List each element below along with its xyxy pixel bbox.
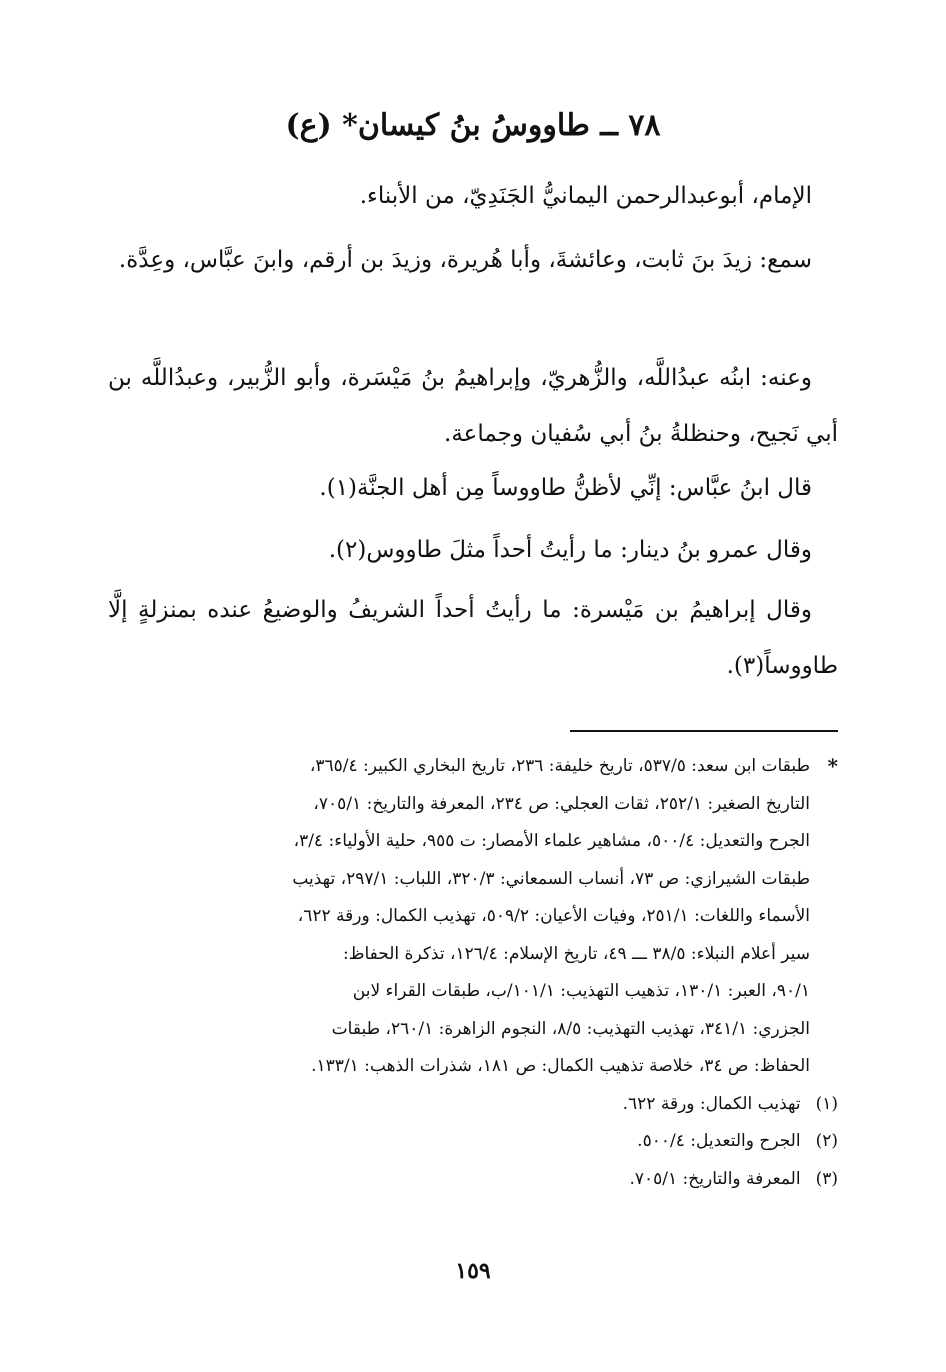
note-1	[108, 1086, 838, 1124]
footnote-separator	[570, 730, 838, 732]
paragraph-narrators: وعنه: ابنُه عبدُاللَّه، والزُّهريّ، وإبراهيمُ بنُ مَيْسَرة، وأبو الزُّبير، وعبدُاللَّه بن أبي نَجيح، وحنظلةُ بنُ أبي سُفيان وجماعة.	[108, 365, 838, 447]
footnote-line: الجزري: ٣٤١/١، تهذيب التهذيب: ٨/٥، النجوم الزاهرة: ٢٦٠/١، طبقات	[331, 1018, 810, 1039]
footnote-line: ٩٠/١، العبر: ١٣٠/١، تذهيب التهذيب: ١٠١/١/ب، طبقات القراء لابن	[352, 981, 810, 1001]
note-text: الجرح والتعديل: ٥٠٠/٤.	[637, 1131, 801, 1151]
footnote-line: الجرح والتعديل: ٥٠٠/٤، مشاهير علماء الأمصار: ت ٩٥٥، حلية الأولياء: ٣/٤،	[293, 831, 810, 851]
note-number: (٢)	[815, 1131, 838, 1151]
entry-title: ٧٨ ــ طاووسُ بنُ كيسان* (ع)	[285, 108, 661, 143]
paragraph-intro: الإمام، أبوعبدالرحمن اليمانيُّ الجَنَدِيّ، من الأبناء.	[359, 183, 812, 209]
note-number: (١)	[815, 1093, 838, 1114]
note-text: المعرفة والتاريخ: ٧٠٥/١.	[629, 1168, 801, 1189]
note-text: تهذيب الكمال: ورقة ٦٢٢.	[622, 1093, 801, 1114]
footnote-sources	[108, 748, 838, 1086]
paragraph-quote-ibn-abbas: قال ابنُ عبَّاس: إنِّي لأظنُّ طاووساً مِن أهل الجنَّة(١).	[319, 475, 812, 501]
paragraph-quote-ibrahim: وقال إبراهيمُ بن مَيْسرة: ما رأيتُ أحداً الشريفُ والوضيعُ عنده بمنزلةٍ إلَّا طاووساً(٣).	[108, 597, 838, 679]
note-3	[108, 1161, 838, 1199]
note-number: (٣)	[815, 1168, 838, 1189]
footnote-line: طبقات ابن سعد: ٥٣٧/٥، تاريخ خليفة: ٢٣٦، تاريخ البخاري الكبير: ٣٦٥/٤،	[309, 756, 810, 776]
footnotes	[108, 748, 838, 1198]
paragraph-quote-amr: وقال عمرو بنُ دينار: ما رأيتُ أحداً مثلَ طاووس(٢).	[328, 537, 812, 563]
numbered-notes	[108, 1086, 838, 1199]
footnote-line: الأسماء واللغات: ٢٥١/١، وفيات الأعيان: ٥٠٩/٢، تهذيب الكمال: ورقة ٦٢٢،	[297, 906, 810, 926]
footnote-line: الحفاظ: ص ٣٤، خلاصة تذهيب الكمال: ص ١٨١، شذرات الذهب: ١٣٣/١.	[311, 1056, 810, 1076]
footnote-line: سير أعلام النبلاء: ٣٨/٥ ـــ ٤٩، تاريخ الإسلام: ١٢٦/٤، تذكرة الحفاظ:	[343, 943, 810, 964]
footnote-star-marker: *	[827, 754, 838, 778]
note-2	[108, 1123, 838, 1161]
footnote-line: طبقات الشيرازي: ص ٧٣، أنساب السمعاني: ٣٢٠/٣، اللباب: ٢٩٧/١، تهذيب	[292, 868, 810, 889]
page-number: ١٥٩	[455, 1258, 491, 1284]
footnote-line: التاريخ الصغير: ٢٥٢/١، ثقات العجلي: ص ٢٣٤، المعرفة والتاريخ: ٧٠٥/١،	[313, 793, 810, 814]
paragraph-heard-from: سمع: زيدَ بنَ ثابت، وعائشةَ، وأبا هُريرة، وزيدَ بن أرقم، وابنَ عبَّاس، وعِدَّة.	[118, 247, 812, 273]
